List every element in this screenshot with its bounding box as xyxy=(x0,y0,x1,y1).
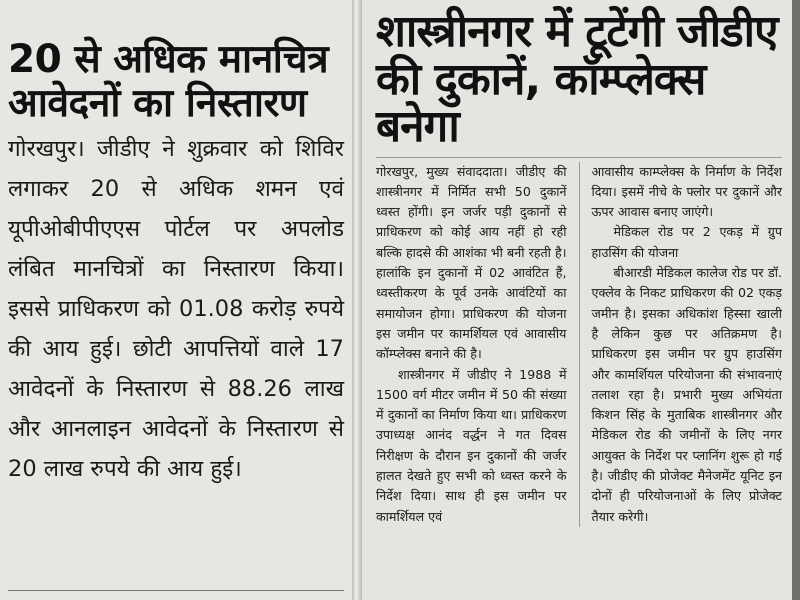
column2-subheading: मेडिकल रोड पर 2 एकड़ में ग्रुप हाउसिंग की योजना xyxy=(591,224,782,260)
bottom-rule xyxy=(8,590,344,591)
right-headline: शास्त्रीनगर में टूटेंगी जीडीए की दुकानें, कॉम्प्लेक्स बनेगा xyxy=(376,6,778,153)
page-edge xyxy=(792,0,800,600)
column-divider xyxy=(579,162,580,527)
article-column-1 xyxy=(376,162,567,527)
left-headline: 20 से अधिक मानचित्र आवेदनों का निस्तारण xyxy=(8,37,329,126)
article-column-2 xyxy=(592,162,783,527)
column1-paragraph-1: गोरखपुर, मुख्य संवाददाता। जीडीए की शास्त्रीनगर में निर्मित सभी 50 दुकानें ध्वस्त होंगी। इन जर्जर पड़ी दुकानों से प्राधिकरण को कोई आय नहीं हो रही बल्कि हादसे की आशंका भी बनी रहती है। हालांकि इन दुकानों में 02 आवंटित हैं, ध्वस्तीकरण के पूर्व उनके आवंटियों का समायोजन होगा। प्राधिकरण की योजना इस जमीन पर कामर्शियल एवं आवासीय कॉम्प्लेक्स बनाने की है। xyxy=(376,163,567,362)
column2-paragraph-2: बीआरडी मेडिकल कालेज रोड पर डॉ. एक्लेव के निकट प्राधिकरण की 02 एकड़ जमीन है। इसका अधिकांश हिस्सा खाली है लेकिन कुछ पर अतिक्रमण है। प्राधिकरण इस जमीन पर ग्रुप हाउसिंग और कामर्शियल परियोजना की संभावनाएं तलाश रहा है। प्रभारी मुख्य अभियंता किशन सिंह के मुताबिक शास्त्रीनगर और मेडिकल रोड की जमीनों के लिए नगर आयुक्त के निर्देश पर प्लानिंग शुरू हो गई है। जीडीए की प्रोजेक्ट मैनेजमेंट यूनिट इन दोनों ही परियोजनाओं के लिए प्रोजेक्ट तैयार करेगी। xyxy=(591,265,782,524)
column1-paragraph-2: शास्त्रीनगर में जीडीए ने 1988 में 1500 वर्ग मीटर जमीन में 50 की संख्या में दुकानों का निर्माण किया था। प्राधिकरण उपाध्यक्ष आनंद वर्द्धन ने गत दिवस निरीक्षण के दौरान इन दुकानों की जर्जर हालत देखते हुए सभी को ध्वस्त करने के निर्देश दिया। साथ ही इस जमीन पर कामर्शियल एवं xyxy=(376,366,567,524)
article-columns xyxy=(376,157,782,527)
left-news-clipping xyxy=(0,0,352,600)
column2-paragraph-1: आवासीय काम्प्लेक्स के निर्माण के निर्देश दिया। इसमें नीचे के फ्लोर पर दुकानें और ऊपर आवास बनाए जाएंगे। xyxy=(591,163,782,220)
paper-fold xyxy=(352,0,362,600)
right-news-clipping xyxy=(362,0,792,600)
left-article-body: गोरखपुर। जीडीए ने शुक्रवार को शिविर लगाकर 20 से अधिक शमन एवं यूपीओबीपीएएस पोर्टल पर अपलोड लंबित मानचित्रों का निस्तारण किया। इससे प्राधिकरण को 01.08 करोड़ रुपये की आय हुई। छोटी आपत्तियों वाले 17 आवेदनों के निस्तारण से 88.26 लाख और आनलाइन आवेदनों के निस्तारण से 20 लाख रुपये की आय हुई। xyxy=(8,136,344,483)
